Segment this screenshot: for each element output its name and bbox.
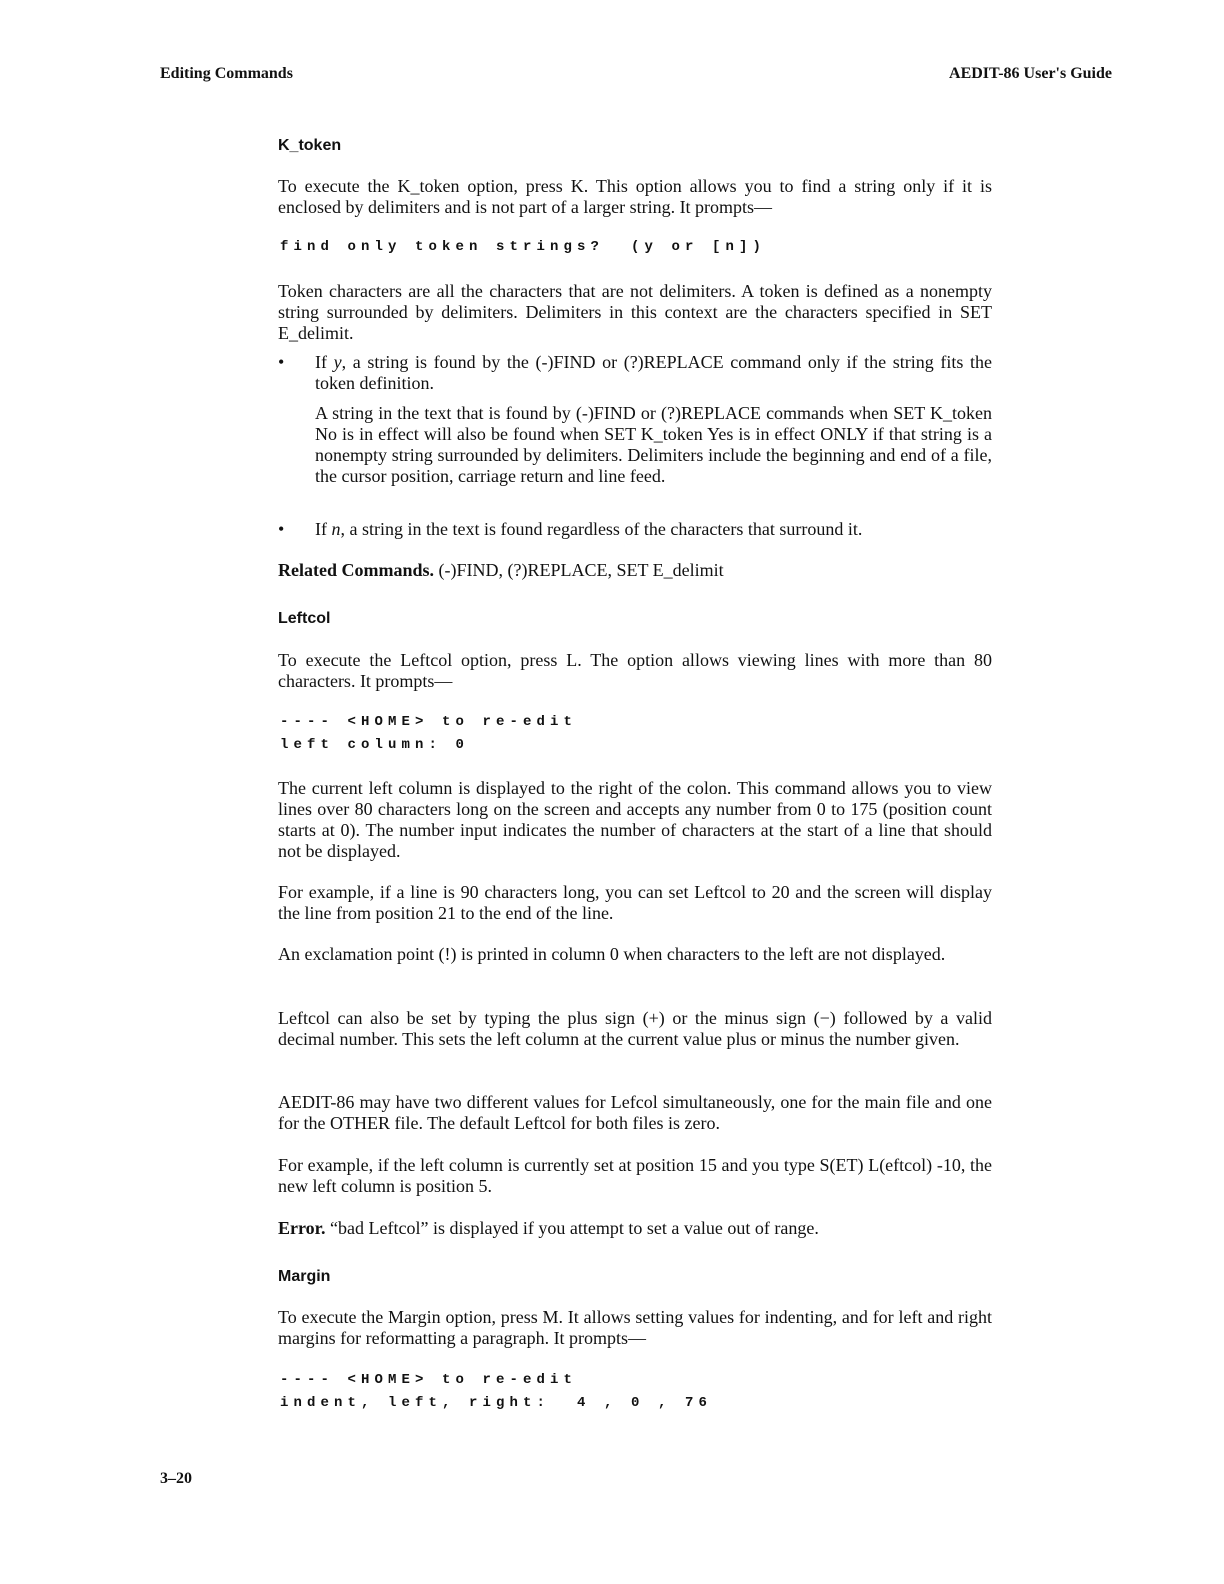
bullet-text: If	[315, 352, 334, 372]
page-number: 3–20	[160, 1470, 192, 1487]
leftcol-intro: To execute the Leftcol option, press L. The option allows viewing lines with more than 80 characters. It prompts—	[278, 650, 992, 691]
leftcol-prompt-line2: left column: 0	[280, 737, 470, 753]
bullet-text: If	[315, 519, 332, 539]
ktoken-intro: To execute the K_token option, press K. This option allows you to find a string only if it is enclosed by delimiters and is not part of a larger string. It prompts—	[278, 176, 992, 217]
section-heading-leftcol: Leftcol	[278, 610, 331, 627]
bullet-n	[278, 519, 992, 540]
leftcol-paragraph: Leftcol can also be set by typing the plus sign (+) or the minus sign (−) followed by a valid decimal number. This sets the left column at the current value plus or minus the number given.	[278, 1008, 992, 1049]
bullet-y	[278, 352, 992, 487]
leftcol-paragraph: For example, if the left column is currently set at position 15 and you type S(ET) L(eftcol) -10, the new left column is position 5.	[278, 1155, 992, 1196]
error-label: Error.	[278, 1218, 326, 1238]
related-commands	[278, 560, 992, 581]
bullet-marker: •	[278, 519, 285, 539]
running-header-left: Editing Commands	[160, 65, 293, 82]
leftcol-paragraph: For example, if a line is 90 characters long, you can set Leftcol to 20 and the screen will display the line from position 21 to the end of the line.	[278, 882, 992, 923]
ktoken-prompt: find only token strings? (y or [n])	[280, 239, 767, 255]
bullet-key: n	[331, 519, 341, 539]
bullet-key: y	[333, 352, 342, 372]
section-heading-ktoken: K_token	[278, 137, 342, 154]
leftcol-paragraph: AEDIT-86 may have two different values for Lefcol simultaneously, one for the main file and one for the OTHER file. The default Leftcol for both files is zero.	[278, 1092, 992, 1133]
leftcol-paragraph: The current left column is displayed to the right of the colon. This command allows you to view lines over 80 characters long on the screen and accepts any number from 0 to 175 (position count starts at 0). The number input indicates the number of characters at the start of a line that should not be displayed.	[278, 778, 992, 861]
leftcol-prompt-line1: ---- <HOME> to re-edit	[280, 714, 578, 730]
related-value: (-)FIND, (?)REPLACE, SET E_delimit	[434, 560, 724, 580]
bullet-text: , a string in the text is found regardless of the characters that surround it.	[340, 519, 863, 539]
leftcol-paragraph: An exclamation point (!) is printed in column 0 when characters to the left are not displayed.	[278, 944, 946, 964]
margin-prompt-line1: ---- <HOME> to re-edit	[280, 1372, 578, 1388]
margin-prompt-line2: indent, left, right: 4 , 0 , 76	[280, 1395, 713, 1411]
bullet-marker: •	[278, 352, 285, 372]
section-heading-margin: Margin	[278, 1268, 331, 1285]
running-header-right: AEDIT-86 User's Guide	[949, 65, 1112, 82]
leftcol-error	[278, 1218, 992, 1239]
error-value: “bad Leftcol” is displayed if you attempt to set a value out of range.	[325, 1218, 819, 1238]
related-label: Related Commands.	[278, 560, 434, 580]
bullet-text: , a string is found by the (-)FIND or (?)REPLACE command only if the string fits the token definition.	[315, 352, 992, 393]
ktoken-definition: Token characters are all the characters that are not delimiters. A token is defined as a nonempty string surrounded by delimiters. Delimiters in this context are the characters specified in SET E_delimit.	[278, 281, 992, 343]
bullet-y-detail: A string in the text that is found by (-)FIND or (?)REPLACE commands when SET K_token No is in effect will also be found when SET K_token Yes is in effect ONLY if that string is a nonempty string surrounded by delimiters. Delimiters include the beginning and end of a file, the cursor position, carriage return and line feed.	[315, 403, 992, 486]
margin-intro: To execute the Margin option, press M. It allows setting values for indenting, and for left and right margins for reformatting a paragraph. It prompts—	[278, 1307, 992, 1348]
